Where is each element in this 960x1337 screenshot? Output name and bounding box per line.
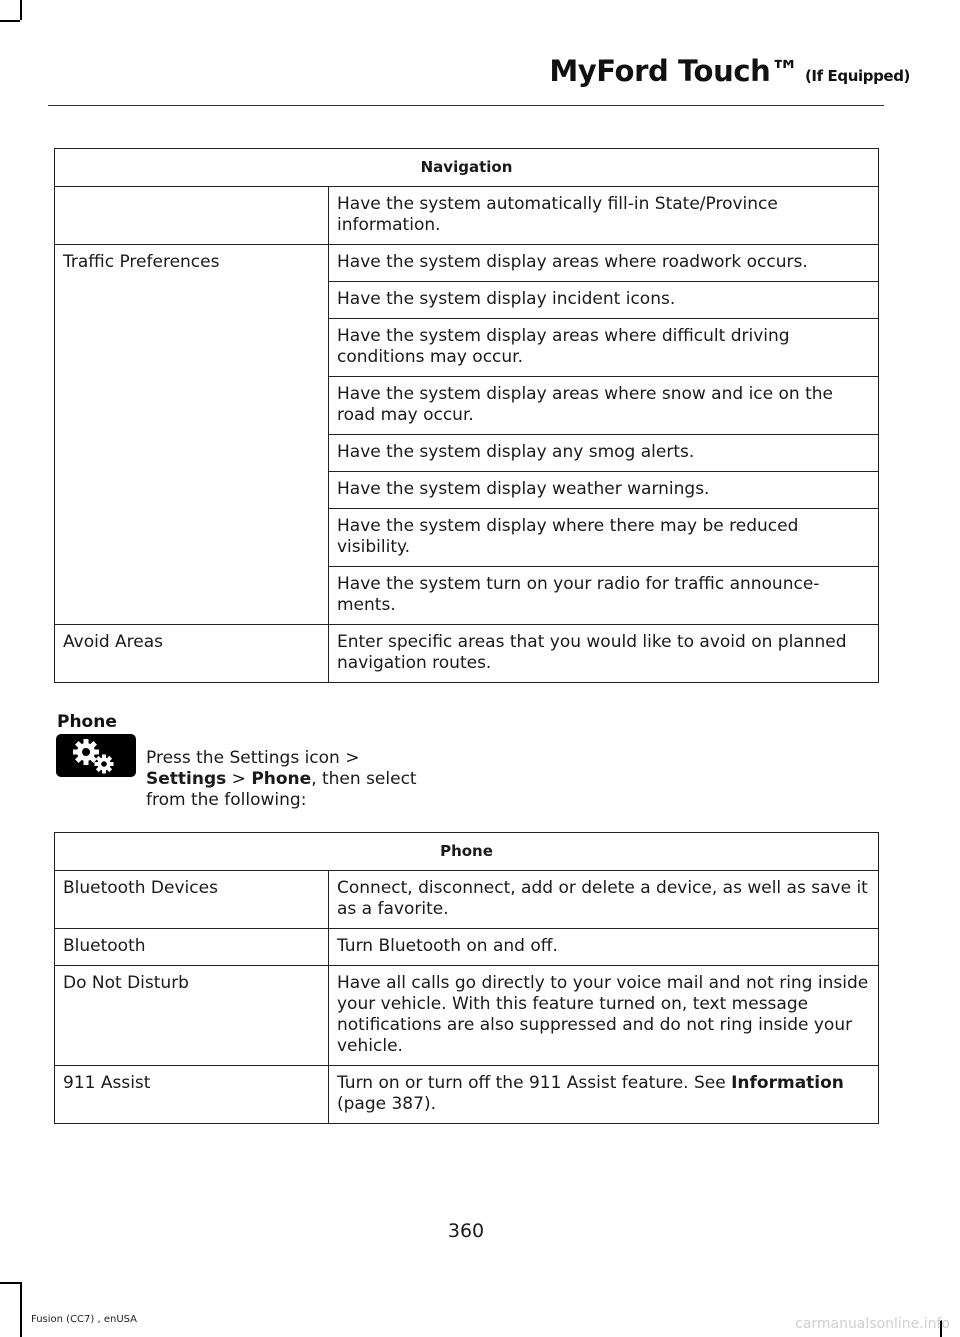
intro-settings: Settings [146, 769, 227, 789]
page-number: 360 [447, 1220, 485, 1242]
watermark: carmanualsonline.info [795, 1316, 950, 1332]
table-cell-description: Have all calls go directly to your voice mail and not ring inside your vehicle. With this feature turned on, text message notifications are also suppressed and do not ring inside your vehicle. [329, 966, 879, 1066]
crop-mark [20, 1282, 22, 1337]
table-cell-description: Connect, disconnect, add or delete a device, as well as save it as a favorite. [329, 871, 879, 929]
table-row [55, 625, 879, 683]
crop-mark [0, 1282, 20, 1284]
intro-suffix: , then select from the following: [146, 769, 417, 810]
table-cell-description: Have the system display incident icons. [329, 282, 879, 319]
page-title-subtitle: (If Equipped) [804, 67, 910, 85]
table-cell-label: Bluetooth Devices [55, 871, 329, 929]
header-divider [48, 105, 884, 106]
navigation-table [54, 148, 879, 683]
section-heading-phone: Phone [57, 712, 117, 732]
table-cell-label: Avoid Areas [55, 625, 329, 683]
table-cell-description: Have the system display areas where roadwork occurs. [329, 245, 879, 282]
table-header: Navigation [55, 149, 879, 187]
description-suffix: (page 387). [337, 1094, 436, 1114]
table-cell-label: 911 Assist [55, 1066, 329, 1124]
table-row [55, 929, 879, 966]
settings-gears-icon [56, 734, 136, 777]
phone-intro-text [146, 748, 456, 811]
table-cell-description: Have the system display where there may be reduced visibility. [329, 509, 879, 567]
crop-mark [0, 20, 20, 22]
page-title-main: MyFord Touch™ [549, 54, 799, 88]
table-row [55, 187, 879, 245]
table-cell-description [329, 1066, 879, 1124]
table-cell-description: Have the system automatically fill-in State/Province information. [329, 187, 879, 245]
table-header-row [55, 833, 879, 871]
table-header: Phone [55, 833, 879, 871]
table-row [55, 245, 879, 282]
table-cell-description: Have the system turn on your radio for traffic announce-ments. [329, 567, 879, 625]
description-prefix: Turn on or turn off the 911 Assist feature. See [337, 1073, 732, 1093]
intro-phone: Phone [251, 769, 312, 789]
table-cell-label: Bluetooth [55, 929, 329, 966]
crop-mark [20, 0, 22, 20]
table-cell-description: Have the system display any smog alerts. [329, 435, 879, 472]
table-row [55, 871, 879, 929]
table-cell-description: Enter specific areas that you would like to avoid on planned navigation routes. [329, 625, 879, 683]
table-cell-label [55, 187, 329, 245]
phone-table [54, 832, 879, 1124]
page-title [0, 54, 910, 88]
intro-prefix: Press the Settings icon > [146, 748, 360, 768]
information-link[interactable]: Information [731, 1073, 844, 1093]
table-cell-description: Have the system display weather warnings. [329, 472, 879, 509]
table-cell-description: Have the system display areas where difficult driving conditions may occur. [329, 319, 879, 377]
intro-separator: > [226, 769, 252, 789]
table-row [55, 1066, 879, 1124]
table-cell-label: Traffic Preferences [55, 245, 329, 625]
table-row [55, 966, 879, 1066]
document-info: Fusion (CC7) , enUSA [31, 1314, 138, 1325]
table-cell-label: Do Not Disturb [55, 966, 329, 1066]
table-cell-description: Have the system display areas where snow and ice on the road may occur. [329, 377, 879, 435]
table-header-row [55, 149, 879, 187]
table-cell-description: Turn Bluetooth on and off. [329, 929, 879, 966]
